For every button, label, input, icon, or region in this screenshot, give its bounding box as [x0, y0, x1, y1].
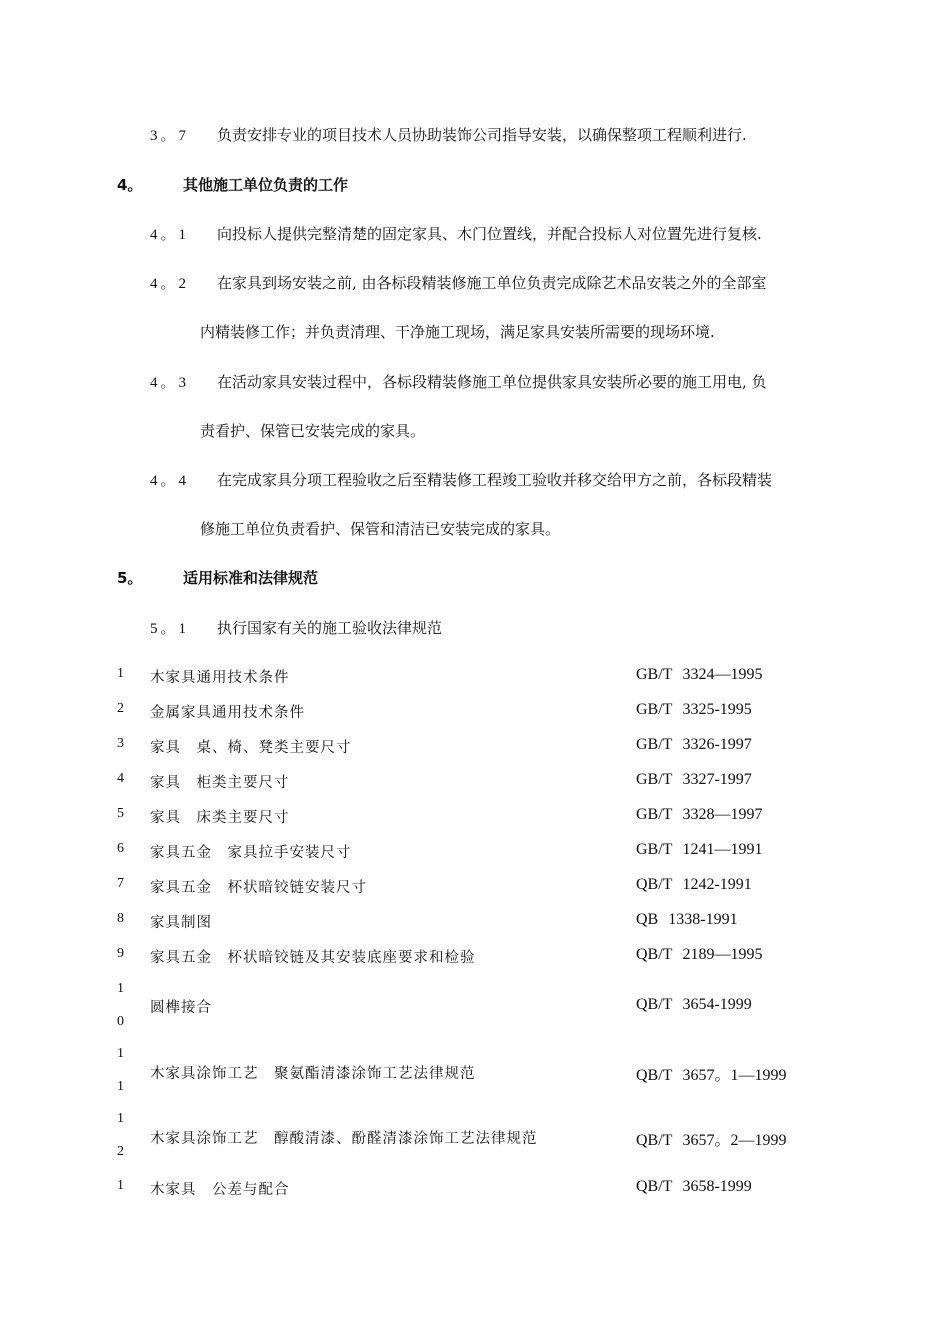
section-number: 4。 [117, 176, 143, 194]
row-number: 4 [117, 771, 124, 786]
standard-name: 家具 桌、椅、凳类主要尺寸 [150, 740, 352, 756]
standard-name: 圆榫接合 [150, 1000, 212, 1016]
row-number: 3 [117, 736, 124, 751]
standard-name: 家具五金 杯状暗铰链安装尺寸 [150, 880, 367, 896]
standard-name: 金属家具通用技术条件 [150, 705, 305, 721]
standard-code: QB/T 3658-1999 [636, 1178, 752, 1195]
standard-name: 家具制图 [150, 915, 212, 931]
clause-number: 3。7 [150, 128, 190, 144]
row-number: 5 [117, 806, 124, 821]
standard-code: GB/T 3327-1997 [636, 771, 752, 788]
clause-text: 向投标人提供完整清楚的固定家具、木门位置线，并配合投标人对位置先进行复核. [217, 225, 762, 243]
clause-text: 在完成家具分项工程验收之后至精装修工程竣工验收并移交给甲方之前，各标段精装 [217, 471, 773, 489]
standard-name: 家具 床类主要尺寸 [150, 810, 290, 826]
row-number-top: 1 [117, 981, 124, 996]
standard-code: GB/T 1241—1991 [636, 841, 763, 858]
standard-name: 家具五金 家具拉手安装尺寸 [150, 845, 352, 861]
standard-name: 木家具涂饰工艺 聚氨酯清漆涂饰工艺法律规范 [150, 1066, 476, 1082]
standard-code: QB/T 3654-1999 [636, 996, 752, 1013]
row-number-top: 1 [117, 1046, 124, 1061]
standard-code: QB/T 3657。2—1999 [636, 1132, 787, 1149]
standard-name: 家具五金 杯状暗铰链及其安装底座要求和检验 [150, 950, 476, 966]
clause-number: 4。2 [150, 276, 190, 292]
standard-code: QB 1338-1991 [636, 911, 738, 928]
standard-name: 木家具 公差与配合 [150, 1182, 290, 1198]
standard-name: 木家具涂饰工艺 醇酸清漆、酚醛清漆涂饰工艺法律规范 [150, 1131, 538, 1147]
row-number: 8 [117, 911, 124, 926]
section-number: 5。 [117, 569, 143, 587]
row-number: 6 [117, 841, 124, 856]
row-number-bottom: 1 [117, 1079, 124, 1094]
clause-number: 4。3 [150, 375, 190, 391]
standard-code: GB/T 3325-1995 [636, 701, 752, 718]
row-number: 1 [117, 1178, 124, 1193]
row-number-top: 1 [117, 1111, 124, 1126]
section-title: 适用标准和法律规范 [183, 569, 319, 587]
standard-name: 家具 柜类主要尺寸 [150, 775, 290, 791]
standard-code: QB/T 2189—1995 [636, 946, 763, 963]
clause-text-continued: 修施工单位负责看护、保管和清洁已安装完成的家具。 [200, 520, 561, 538]
clause-text: 在活动家具安装过程中，各标段精装修施工单位提供家具安装所必要的施工用电, 负 [217, 373, 767, 391]
row-number: 2 [117, 701, 124, 716]
clause-text: 负责安排专业的项目技术人员协助装饰公司指导安装，以确保整项工程顺利进行. [217, 126, 747, 144]
standard-code: GB/T 3326-1997 [636, 736, 752, 753]
clause-text: 在家具到场安装之前, 由各标段精装修施工单位负责完成除艺术品安装之外的全部室 [217, 274, 767, 292]
clause-text-continued: 责看护、保管已安装完成的家具。 [200, 422, 426, 440]
row-number-bottom: 0 [117, 1014, 124, 1029]
clause-number: 5。1 [150, 621, 190, 637]
row-number: 9 [117, 946, 124, 961]
clause-text: 执行国家有关的施工验收法律规范 [217, 619, 443, 637]
row-number: 1 [117, 666, 124, 681]
clause-number: 4。4 [150, 473, 190, 489]
clause-text-continued: 内精装修工作；并负责清理、干净施工现场，满足家具安装所需要的现场环境. [200, 323, 715, 341]
clause-number: 4。1 [150, 227, 190, 243]
standard-code: QB/T 3657。1—1999 [636, 1067, 787, 1084]
row-number-bottom: 2 [117, 1144, 124, 1159]
standard-code: GB/T 3324—1995 [636, 666, 763, 683]
standard-code: QB/T 1242-1991 [636, 876, 752, 893]
row-number: 7 [117, 876, 124, 891]
standard-name: 木家具通用技术条件 [150, 670, 290, 686]
standard-code: GB/T 3328—1997 [636, 806, 763, 823]
section-title: 其他施工单位负责的工作 [183, 176, 349, 194]
